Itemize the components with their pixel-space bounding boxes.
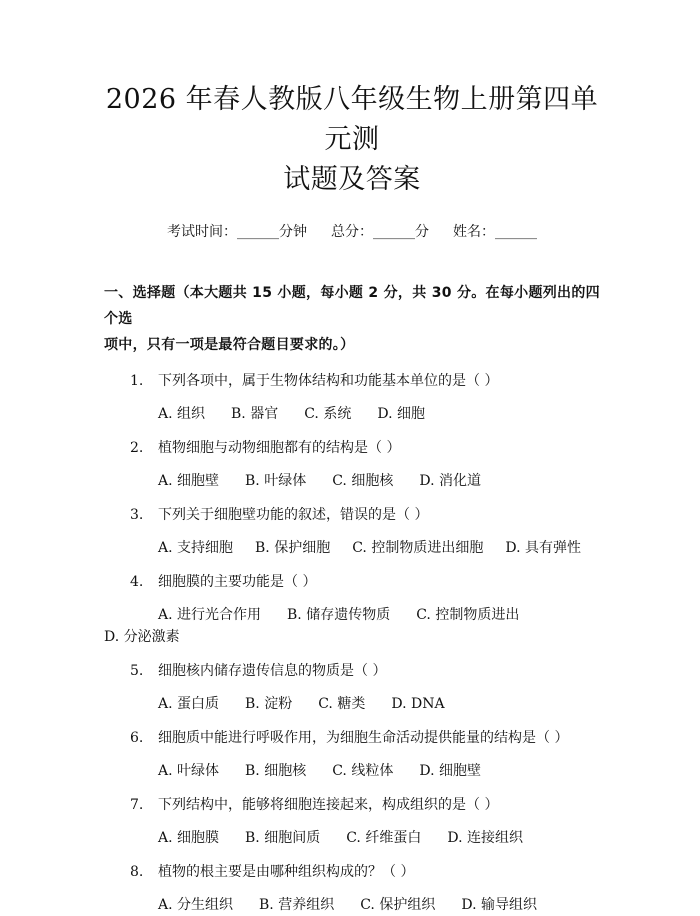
option-a: A. 蛋白质	[158, 696, 220, 712]
option-c: C. 细胞核	[332, 473, 394, 489]
question-stem	[130, 368, 600, 394]
question-text: 下列各项中，属于生物体结构和功能基本单位的是（ ）	[158, 373, 499, 389]
option-d: D. 具有弹性	[505, 540, 581, 556]
option-c: C. 纤维蛋白	[346, 830, 422, 846]
exam-meta-line	[104, 222, 600, 242]
option-a: A. 进行光合作用	[158, 607, 262, 623]
question-item	[104, 725, 600, 782]
question-number: 2.	[130, 440, 144, 456]
question-text: 细胞膜的主要功能是（ ）	[158, 574, 317, 590]
question-number: 8.	[130, 864, 144, 880]
question-number: 5.	[130, 663, 144, 679]
option-a: A. 细胞膜	[158, 830, 220, 846]
section-heading-line1: 一、选择题（本大题共 15 小题，每小题 2 分，共 30 分。在每小题列出的四个选	[104, 285, 600, 327]
option-b: B. 保护细胞	[255, 540, 331, 556]
question-stem	[130, 435, 600, 461]
question-item	[104, 368, 600, 425]
exam-title-line2: 试题及答案	[283, 164, 421, 195]
option-a: A. 组织	[158, 406, 206, 422]
question-text: 植物细胞与动物细胞都有的结构是（ ）	[158, 440, 401, 456]
question-options	[158, 760, 600, 782]
option-d: D. DNA	[391, 696, 445, 712]
question-options	[158, 470, 600, 492]
question-text: 植物的根主要是由哪种组织构成的？（ ）	[158, 864, 415, 880]
question-text: 细胞质中能进行呼吸作用，为细胞生命活动提供能量的结构是（ ）	[158, 730, 569, 746]
exam-time-blank: ______分钟	[237, 224, 307, 240]
exam-title	[104, 0, 600, 200]
question-options	[158, 693, 600, 715]
question-stem	[130, 658, 600, 684]
option-d: D. 消化道	[419, 473, 481, 489]
question-text: 下列结构中，能够将细胞连接起来，构成组织的是（ ）	[158, 797, 499, 813]
option-d: D. 分泌激素	[104, 629, 180, 645]
question-item	[104, 658, 600, 715]
question-number: 3.	[130, 507, 144, 523]
question-item	[104, 569, 600, 648]
option-b: B. 细胞核	[245, 763, 307, 779]
question-stem	[130, 569, 600, 595]
question-item	[104, 435, 600, 492]
option-d: D. 细胞	[377, 406, 425, 422]
score-blank: ______分	[373, 224, 429, 240]
question-options	[104, 604, 600, 648]
question-number: 7.	[130, 797, 144, 813]
option-b: B. 叶绿体	[245, 473, 307, 489]
question-item	[104, 859, 600, 916]
section-heading-choice	[104, 280, 600, 358]
option-c: C. 糖类	[318, 696, 366, 712]
option-c: C. 控制物质进出	[416, 607, 520, 623]
question-stem	[130, 792, 600, 818]
option-c: C. 系统	[304, 406, 352, 422]
option-b: B. 储存遗传物质	[287, 607, 391, 623]
question-text: 细胞核内储存遗传信息的物质是（ ）	[158, 663, 387, 679]
option-b: B. 淀粉	[245, 696, 293, 712]
option-d: D. 输导组织	[461, 897, 537, 913]
score-label: 总分：	[331, 224, 373, 240]
question-stem	[130, 502, 600, 528]
question-options	[158, 827, 600, 849]
option-c: C. 线粒体	[332, 763, 394, 779]
option-a: A. 叶绿体	[158, 763, 220, 779]
question-item	[104, 502, 600, 559]
option-b: B. 器官	[231, 406, 279, 422]
exam-time-label: 考试时间：	[167, 224, 237, 240]
question-text: 下列关于细胞壁功能的叙述，错误的是（ ）	[158, 507, 429, 523]
option-d: D. 细胞壁	[419, 763, 481, 779]
section-heading-line2: 项中，只有一项是最符合题目要求的。）	[104, 337, 355, 353]
question-number: 4.	[130, 574, 144, 590]
option-b: B. 营养组织	[259, 897, 335, 913]
question-list	[104, 368, 600, 916]
question-item	[104, 792, 600, 849]
question-options	[158, 403, 600, 425]
exam-title-line1: 2026 年春人教版八年级生物上册第四单元测	[105, 84, 599, 155]
option-c: C. 保护组织	[360, 897, 436, 913]
name-blank: ______	[495, 224, 537, 240]
question-options	[158, 894, 600, 916]
question-stem	[130, 725, 600, 751]
option-a: A. 支持细胞	[158, 540, 234, 556]
option-c: C. 控制物质进出细胞	[352, 540, 484, 556]
question-stem	[130, 859, 600, 885]
name-label: 姓名：	[453, 224, 495, 240]
question-options	[158, 537, 600, 559]
option-d: D. 连接组织	[447, 830, 523, 846]
question-number: 1.	[130, 373, 144, 389]
option-a: A. 分生组织	[158, 897, 234, 913]
option-a: A. 细胞壁	[158, 473, 220, 489]
option-b: B. 细胞间质	[245, 830, 321, 846]
question-number: 6.	[130, 730, 144, 746]
